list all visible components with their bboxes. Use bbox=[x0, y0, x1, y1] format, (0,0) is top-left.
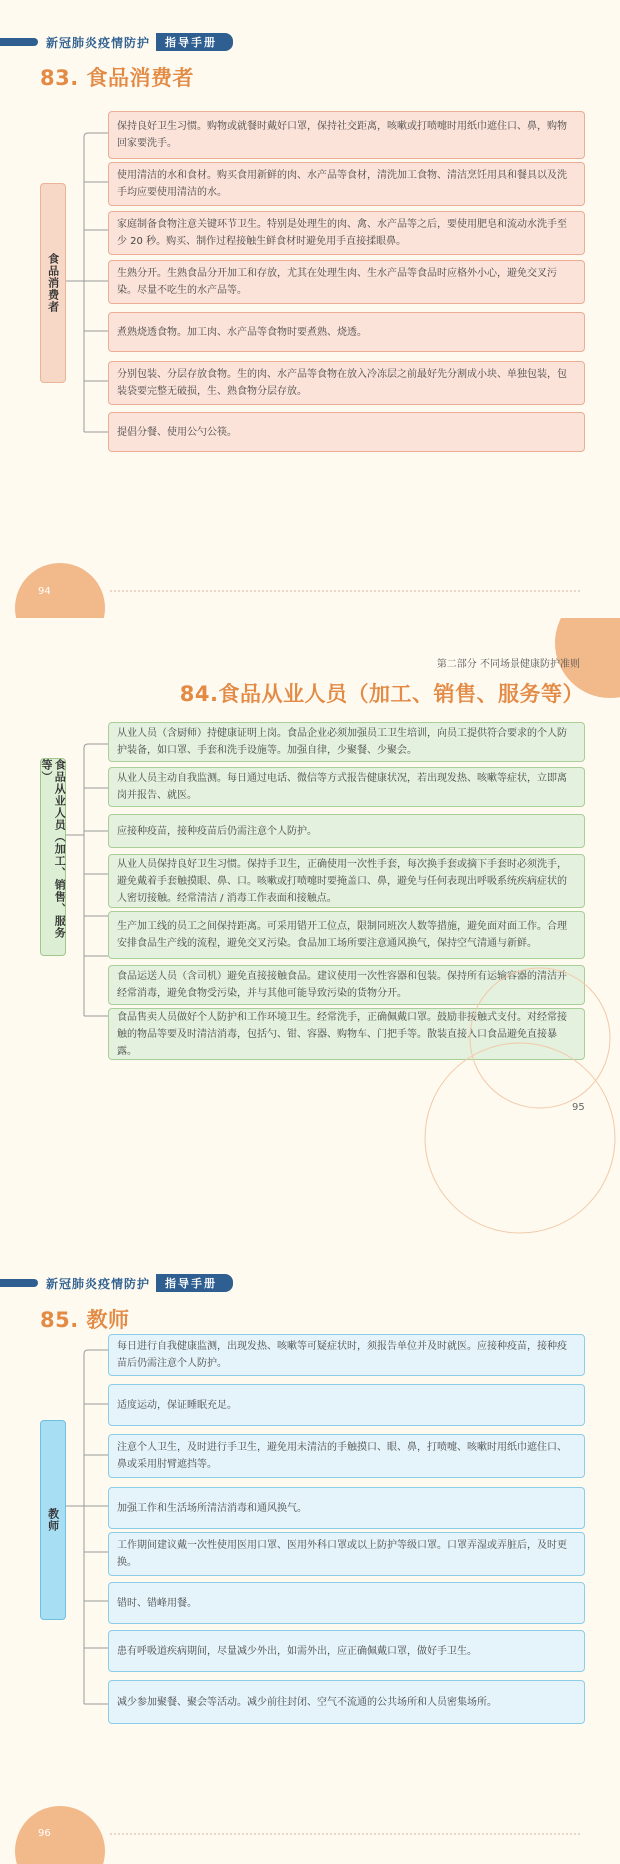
list-item: 煮熟烧透食物。加工肉、水产品等食物时要煮熟、烧透。 bbox=[108, 312, 585, 352]
list-item: 保持良好卫生习惯。购物或就餐时戴好口罩，保持社交距离，咳嗽或打喷嚏时用纸巾遮住口、鼻，购物回家要洗手。 bbox=[108, 111, 585, 159]
header-title: 新冠肺炎疫情防护 bbox=[46, 1276, 151, 1291]
footer-dotted-line bbox=[110, 1833, 580, 1835]
list-item: 从业人员（含厨师）持健康证明上岗。食品企业必须加强员工卫生培训，向员工提供符合要求的个人防护装备，如口罩、手套和洗手设施等。加强自律，少聚餐、少聚会。 bbox=[108, 722, 585, 762]
category-label: 教师 bbox=[46, 1508, 60, 1532]
section-title: 84.食品从业人员（加工、销售、服务等） bbox=[179, 682, 584, 706]
page-number: 94 bbox=[38, 586, 51, 597]
category-box bbox=[40, 1420, 66, 1620]
list-item: 减少参加聚餐、聚会等活动。减少前往封闭、空气不流通的公共场所和人员密集场所。 bbox=[108, 1680, 585, 1724]
category-box bbox=[40, 183, 66, 383]
list-item: 家庭制备食物注意关键环节卫生。特别是处理生的肉、禽、水产品等之后，要使用肥皂和流动水洗手至少 20 秒。购买、制作过程接触生鲜食材时避免用手直接揉眼鼻。 bbox=[108, 211, 585, 255]
background-arcs bbox=[0, 618, 620, 1244]
list-item: 生产加工线的员工之间保持距离。可采用错开工位点，限制同班次人数等措施，避免面对面工作。合理安排食品生产线的流程，避免交叉污染。食品加工场所要注意通风换气，保持空气清通与新鲜。 bbox=[108, 911, 585, 959]
category-label: 食品从业人员（加工、销售、服务等） bbox=[40, 759, 67, 939]
header-tag: 指导手册 bbox=[156, 1274, 233, 1292]
tree-connectors bbox=[0, 0, 620, 618]
list-item: 生熟分开。生熟食品分开加工和存放，尤其在处理生肉、生水产品等食品时应格外小心，避免交叉污染。尽量不吃生的水产品等。 bbox=[108, 260, 585, 304]
list-item: 从业人员主动自我监测。每日通过电话、微信等方式报告健康状况，若出现发热、咳嗽等症状，立即离岗并报告、就医。 bbox=[108, 767, 585, 807]
list-item: 注意个人卫生，及时进行手卫生，避免用未清洁的手触摸口、眼、鼻，打喷嚏、咳嗽时用纸巾遮住口、鼻或采用肘臂遮挡等。 bbox=[108, 1434, 585, 1478]
list-item: 食品运送人员（含司机）避免直接接触食品。建议使用一次性容器和包装。保持所有运输容器的清洁并经常消毒，避免食物受污染，并与其他可能导致污染的货物分开。 bbox=[108, 965, 585, 1005]
page-number: 96 bbox=[38, 1828, 51, 1839]
page-95 bbox=[0, 618, 620, 1244]
list-item: 分别包装、分层存放食物。生的肉、水产品等食物在放入冷冻层之前最好先分割成小块、单独包装，包装袋要完整无破损，生、熟食物分层存放。 bbox=[108, 361, 585, 405]
list-item: 加强工作和生活场所清洁消毒和通风换气。 bbox=[108, 1487, 585, 1529]
list-item: 使用清洁的水和食材。购买食用新鲜的肉、水产品等食材，清洗加工食物、清洁烹饪用具和餐具以及洗手均应要使用清洁的水。 bbox=[108, 162, 585, 206]
header-title: 新冠肺炎疫情防护 bbox=[46, 35, 151, 50]
list-item: 患有呼吸道疾病期间，尽量减少外出，如需外出，应正确佩戴口罩，做好手卫生。 bbox=[108, 1630, 585, 1672]
category-label: 食品消费者 bbox=[46, 253, 60, 313]
header-tag: 指导手册 bbox=[156, 33, 233, 51]
list-item: 食品售卖人员做好个人防护和工作环境卫生。经常洗手，正确佩戴口罩。鼓励非接触式支付。对经常接触的物品等要及时清洁消毒，包括勺、钳、容器、购物车、门把手等。散装直接入口食品避免直接暴露。 bbox=[108, 1008, 585, 1060]
list-item: 工作期间建议戴一次性使用医用口罩、医用外科口罩或以上防护等级口罩。口罩弄湿或弄脏后，及时更换。 bbox=[108, 1532, 585, 1576]
section-title: 85. 教师 bbox=[40, 1308, 130, 1332]
page-94 bbox=[0, 0, 620, 618]
list-item: 适度运动，保证睡眠充足。 bbox=[108, 1384, 585, 1426]
list-item: 从业人员保持良好卫生习惯。保持手卫生，正确使用一次性手套，每次换手套或摘下手套时必须洗手，避免戴着手套触摸眼、鼻、口。咳嗽或打喷嚏时要掩盖口、鼻，避免与任何表现出呼吸系统疾病症状的人密切接触。经常清洁 / 消毒工作表面和接触点。 bbox=[108, 854, 585, 908]
running-head: 第二部分 不同场景健康防护准则 bbox=[436, 659, 580, 670]
footer-dotted-line bbox=[110, 590, 580, 592]
list-item: 应接种疫苗，接种疫苗后仍需注意个人防护。 bbox=[108, 814, 585, 848]
page-number: 95 bbox=[572, 1102, 585, 1113]
page-96 bbox=[0, 1244, 620, 1864]
list-item: 每日进行自我健康监测，出现发热、咳嗽等可疑症状时，须报告单位并及时就医。应接种疫苗，接种疫苗后仍需注意个人防护。 bbox=[108, 1334, 585, 1376]
section-title: 83. 食品消费者 bbox=[40, 66, 195, 90]
list-item: 提倡分餐、使用公勺公筷。 bbox=[108, 412, 585, 452]
list-item: 错时、错峰用餐。 bbox=[108, 1582, 585, 1624]
